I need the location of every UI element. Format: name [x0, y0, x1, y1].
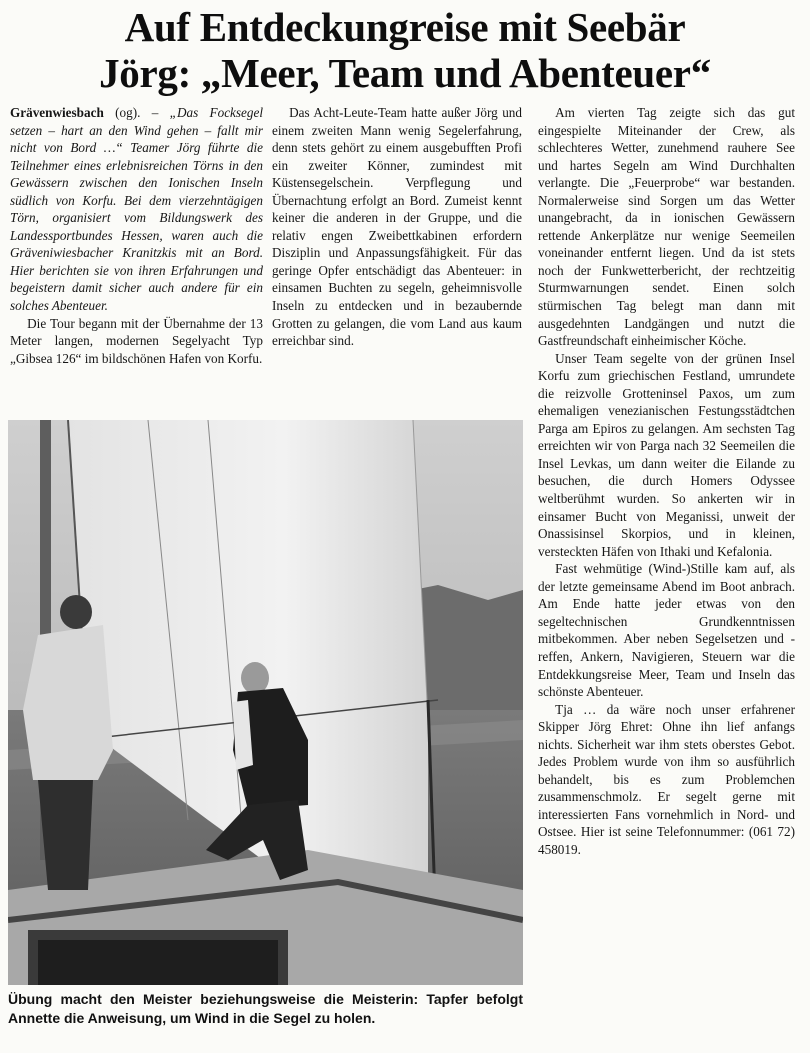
column-2: [272, 104, 522, 350]
body-paragraph-last-evening: Fast wehmütige (Wind-)Stille kam auf, als der letzte gemeinsame Abend im Boot anbrach. Am Ende hatte jeder etwas von den segeltechnischen Grundkenntnissen mitbekommen. Aber neben Segelsetzen und -reffen, Ankern, Navigieren, Steuern war die Entdekkungsreise Meer, Team und Inseln das schönste Abenteuer.: [538, 561, 795, 700]
headline-line-2: Jörg: „Meer, Team und Abenteuer“: [99, 50, 711, 96]
body-paragraph-tour-start: Die Tour begann mit der Übernahme der 13 Meter langen, modernen Segelyacht Typ „Gibsea 126“ im bildschönen Hafen von Korfu.: [10, 315, 263, 366]
lead-text: – „Das Focksegel setzen – hart an den Wind gehen – fallt mir nicht von Bord …“ Teamer Jörg führte die Teilnehmer eines erlebnisreichen Törns in den Gewässern zwischen den Ionischen Inseln südlich von Korfu. Bei dem vierzehntägigen Törn, organisiert vom Bildungswerk des Landessportbundes Hessen, waren auch die Gräveniwiesbacher Kranitzkis mit an Bord. Hier berichten sie von ihren Erfahrungen und begeistern damit sicher auch andere für ein solches Abenteuer.: [10, 105, 263, 314]
body-paragraph-skipper: Tja … da wäre noch unser erfahrener Skipper Jörg Ehret: Ohne ihn lief anfangs nichts. Sicherheit war ihm stets oberstes Gebot. Jedes Problem wurde von ihm so ausführlich behandelt, bis es zum Problemchen zusammenschmolz. Er segelt gerne mit interessierten Fans vornehmlich in Nord- und Ostsee. Hier ist seine Telefonnummer: (061 72) 458019.: [538, 701, 795, 857]
body-paragraph-weather: Am vierten Tag zeigte sich das gut eingespielte Miteinander der Crew, als schlechteres Wetter, zunehmend rauhere See und hartes Segeln am Wind Durchhalten verlangte. Die „Feuerprobe“ war bestanden. Normalerweise sind Sorgen um das Wetter unangebracht, da in ionischen Gewässern rettende Ankerplätze nur wenige Seemeilen voneinander entfernt liegen. Und da ist stets noch der Funkwetterbericht, der rechtzeitig Sturmwarnungen sendet. Einen solch stürmischen Tag belegt man dann mit ausgedehnten Landgängen und nutzt die Gastfreundschaft einheimischer Köche.: [538, 105, 795, 349]
lead-paragraph: [10, 104, 263, 315]
body-paragraph-route: Unser Team segelte von der grünen Insel Korfu zum griechischen Festland, umrundete die reizvolle Grotteninsel Paxos, um zum ehemaligen venezianischen Festungsstädtchen Parga am Epiros zu gelangen. Am sechsten Tag erreichten wir von Parga nach 32 Seemeilen die Insel Levkas, um dann weiter die Eilande zu besuchen, die durch Homers Odyssee weltberühmt wurden. So ankerten wir in einsamer Bucht von Meganissi, unweit der Onassisinsel Skorpios, und in kleinen, versteckten Häfen von Ithaki und Kefalonia.: [538, 350, 795, 559]
body-paragraph-crew: Das Acht-Leute-Team hatte außer Jörg und einem zweiten Mann wenig Segelerfahrung, denn stets gehört zu einem ausgebufften Profi ein zweiter Könner, zumindest mit Küstensegelschein. Verpflegung und Übernachtung erfolgt an Bord. Zumeist kennt keiner die anderen in der Gruppe, und die relativ engen Zweibettkabinen erfordern Disziplin und Anpassungsfähigkeit. Für das geringe Opfer entschädigt das Abenteuer: in einsamen Buchten zu segeln, geheimnisvolle Inseln zu entdecken und in bezaubernde Grotten zu gelangen, die vom Land aus kaum erreichbar sind.: [272, 105, 522, 349]
author-tag: (og).: [115, 105, 141, 120]
dateline: Grävenwiesbach: [10, 105, 104, 120]
headline: [0, 4, 810, 96]
photo-caption: Übung macht den Meister beziehungsweise die Meisterin: Tapfer befolgt Annette die Anweisung, um Wind in die Segel zu holen.: [8, 991, 523, 1026]
column-3: [538, 104, 795, 859]
headline-line-1: Auf Entdeckungreise mit Seebär: [124, 4, 686, 50]
column-1: [10, 104, 263, 367]
sailing-photo: [8, 420, 523, 985]
